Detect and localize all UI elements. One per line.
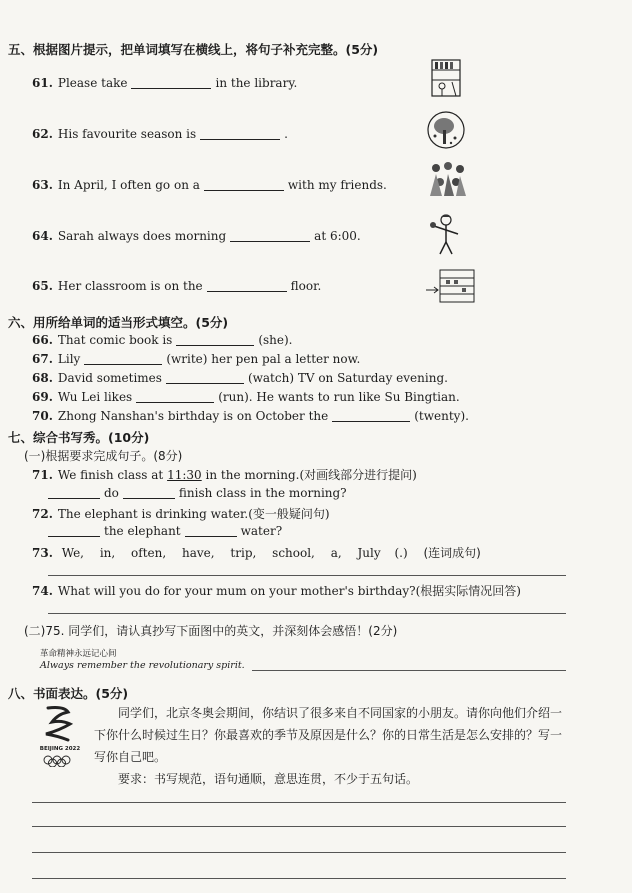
word: have,: [182, 546, 215, 560]
writing-line-1[interactable]: [32, 802, 566, 803]
part-1-title: (一)根据要求完成句子。(8分): [24, 449, 183, 463]
answer-line-73[interactable]: [48, 575, 566, 576]
answer-blank[interactable]: [185, 524, 237, 537]
hint: (连词成句): [423, 546, 481, 560]
answer-blank[interactable]: [123, 486, 175, 499]
writing-line-3[interactable]: [32, 852, 566, 853]
section-8-title: 八、书面表达。(5分): [8, 686, 129, 701]
copy-answer-line[interactable]: [252, 670, 566, 671]
logo-text: BEIJING 2022: [39, 746, 81, 752]
word: trip,: [230, 546, 257, 560]
winter-olympics-emblem-icon: [38, 704, 82, 744]
word: July: [357, 546, 381, 560]
answer-blank[interactable]: [230, 229, 310, 242]
answer-blank[interactable]: [131, 76, 211, 89]
question-71-answer: do finish class in the morning?: [48, 486, 347, 500]
answer-blank[interactable]: [48, 486, 100, 499]
exercise-girl-icon: [428, 212, 464, 256]
children-group-icon: [426, 160, 470, 200]
question-64: 64. Sarah always does morning at 6:00.: [32, 229, 361, 243]
answer-blank[interactable]: [332, 409, 410, 422]
question-73: 73. We, in, often, have, trip, school, a, July (.) (连词成句): [32, 546, 481, 560]
writing-requirements: 要求：书写规范，语句通顺，意思连贯，不少于五句话。: [118, 772, 419, 786]
answer-blank[interactable]: [200, 127, 280, 140]
word: We,: [61, 546, 84, 560]
question-74: 74. What will you do for your mum on your mother's birthday?(根据实际情况回答): [32, 584, 521, 598]
question-61: 61. Please take in the library.: [32, 76, 298, 90]
answer-blank[interactable]: [84, 352, 162, 365]
question-63: 63. In April, I often go on a with my friends.: [32, 178, 387, 192]
copy-chinese-text: 革命精神永远记心间: [40, 649, 117, 659]
answer-blank[interactable]: [207, 279, 287, 292]
section-6-title: 六、用所给单词的适当形式填空。(5分): [8, 315, 229, 330]
part-2-title: (二)75. 同学们，请认真抄写下面图中的英文，并深刻体会感悟！(2分): [24, 624, 398, 638]
word: school,: [272, 546, 315, 560]
answer-line-74[interactable]: [48, 613, 566, 614]
word: often,: [131, 546, 167, 560]
underlined-time: 11:30: [167, 468, 202, 482]
beijing-2022-logo: [38, 704, 82, 760]
question-72: 72. The elephant is drinking water.(变一般疑问句): [32, 507, 330, 521]
question-67: 67. Lily (write) her pen pal a letter now.: [32, 352, 361, 366]
question-62: 62. His favourite season is .: [32, 127, 288, 141]
question-72-answer: the elephant water?: [48, 524, 282, 538]
olympic-rings-icon: [38, 755, 82, 767]
question-65: 65. Her classroom is on the floor.: [32, 279, 322, 293]
copy-english-text: Always remember the revolutionary spirit.: [40, 660, 245, 671]
answer-blank[interactable]: [166, 371, 244, 384]
building-floors-icon: [424, 264, 478, 304]
library-books-icon: [428, 56, 464, 100]
section-7-title: 七、综合书写秀。(10分): [8, 430, 150, 445]
question-69: 69. Wu Lei likes (run). He wants to run like Su Bingtian.: [32, 390, 460, 404]
answer-blank[interactable]: [176, 333, 254, 346]
question-number: 61.: [32, 76, 53, 90]
question-66: 66. That comic book is (she).: [32, 333, 293, 347]
writing-line-4[interactable]: [32, 878, 566, 879]
writing-prompt: 同学们，北京冬奥会期间，你结识了很多来自不同国家的小朋友。请你向他们介绍一下你什么时候过生日？你最喜欢的季节及原因是什么？你的日常生活是怎么安排的？写一写你自己吧。: [94, 706, 563, 764]
question-68: 68. David sometimes (watch) TV on Saturday evening.: [32, 371, 448, 385]
question-71: 71. We finish class at 11:30 in the morning.(对画线部分进行提问): [32, 468, 417, 482]
answer-blank[interactable]: [136, 390, 214, 403]
word: a,: [330, 546, 342, 560]
autumn-tree-icon: [427, 110, 465, 150]
word: in,: [99, 546, 116, 560]
question-70: 70. Zhong Nanshan's birthday is on October the (twenty).: [32, 409, 469, 423]
section-5-title: 五、根据图片提示，把单词填写在横线上，将句子补充完整。(5分): [8, 42, 379, 57]
answer-blank[interactable]: [48, 524, 100, 537]
answer-blank[interactable]: [204, 178, 284, 191]
word: (.): [394, 546, 408, 560]
writing-line-2[interactable]: [32, 826, 566, 827]
